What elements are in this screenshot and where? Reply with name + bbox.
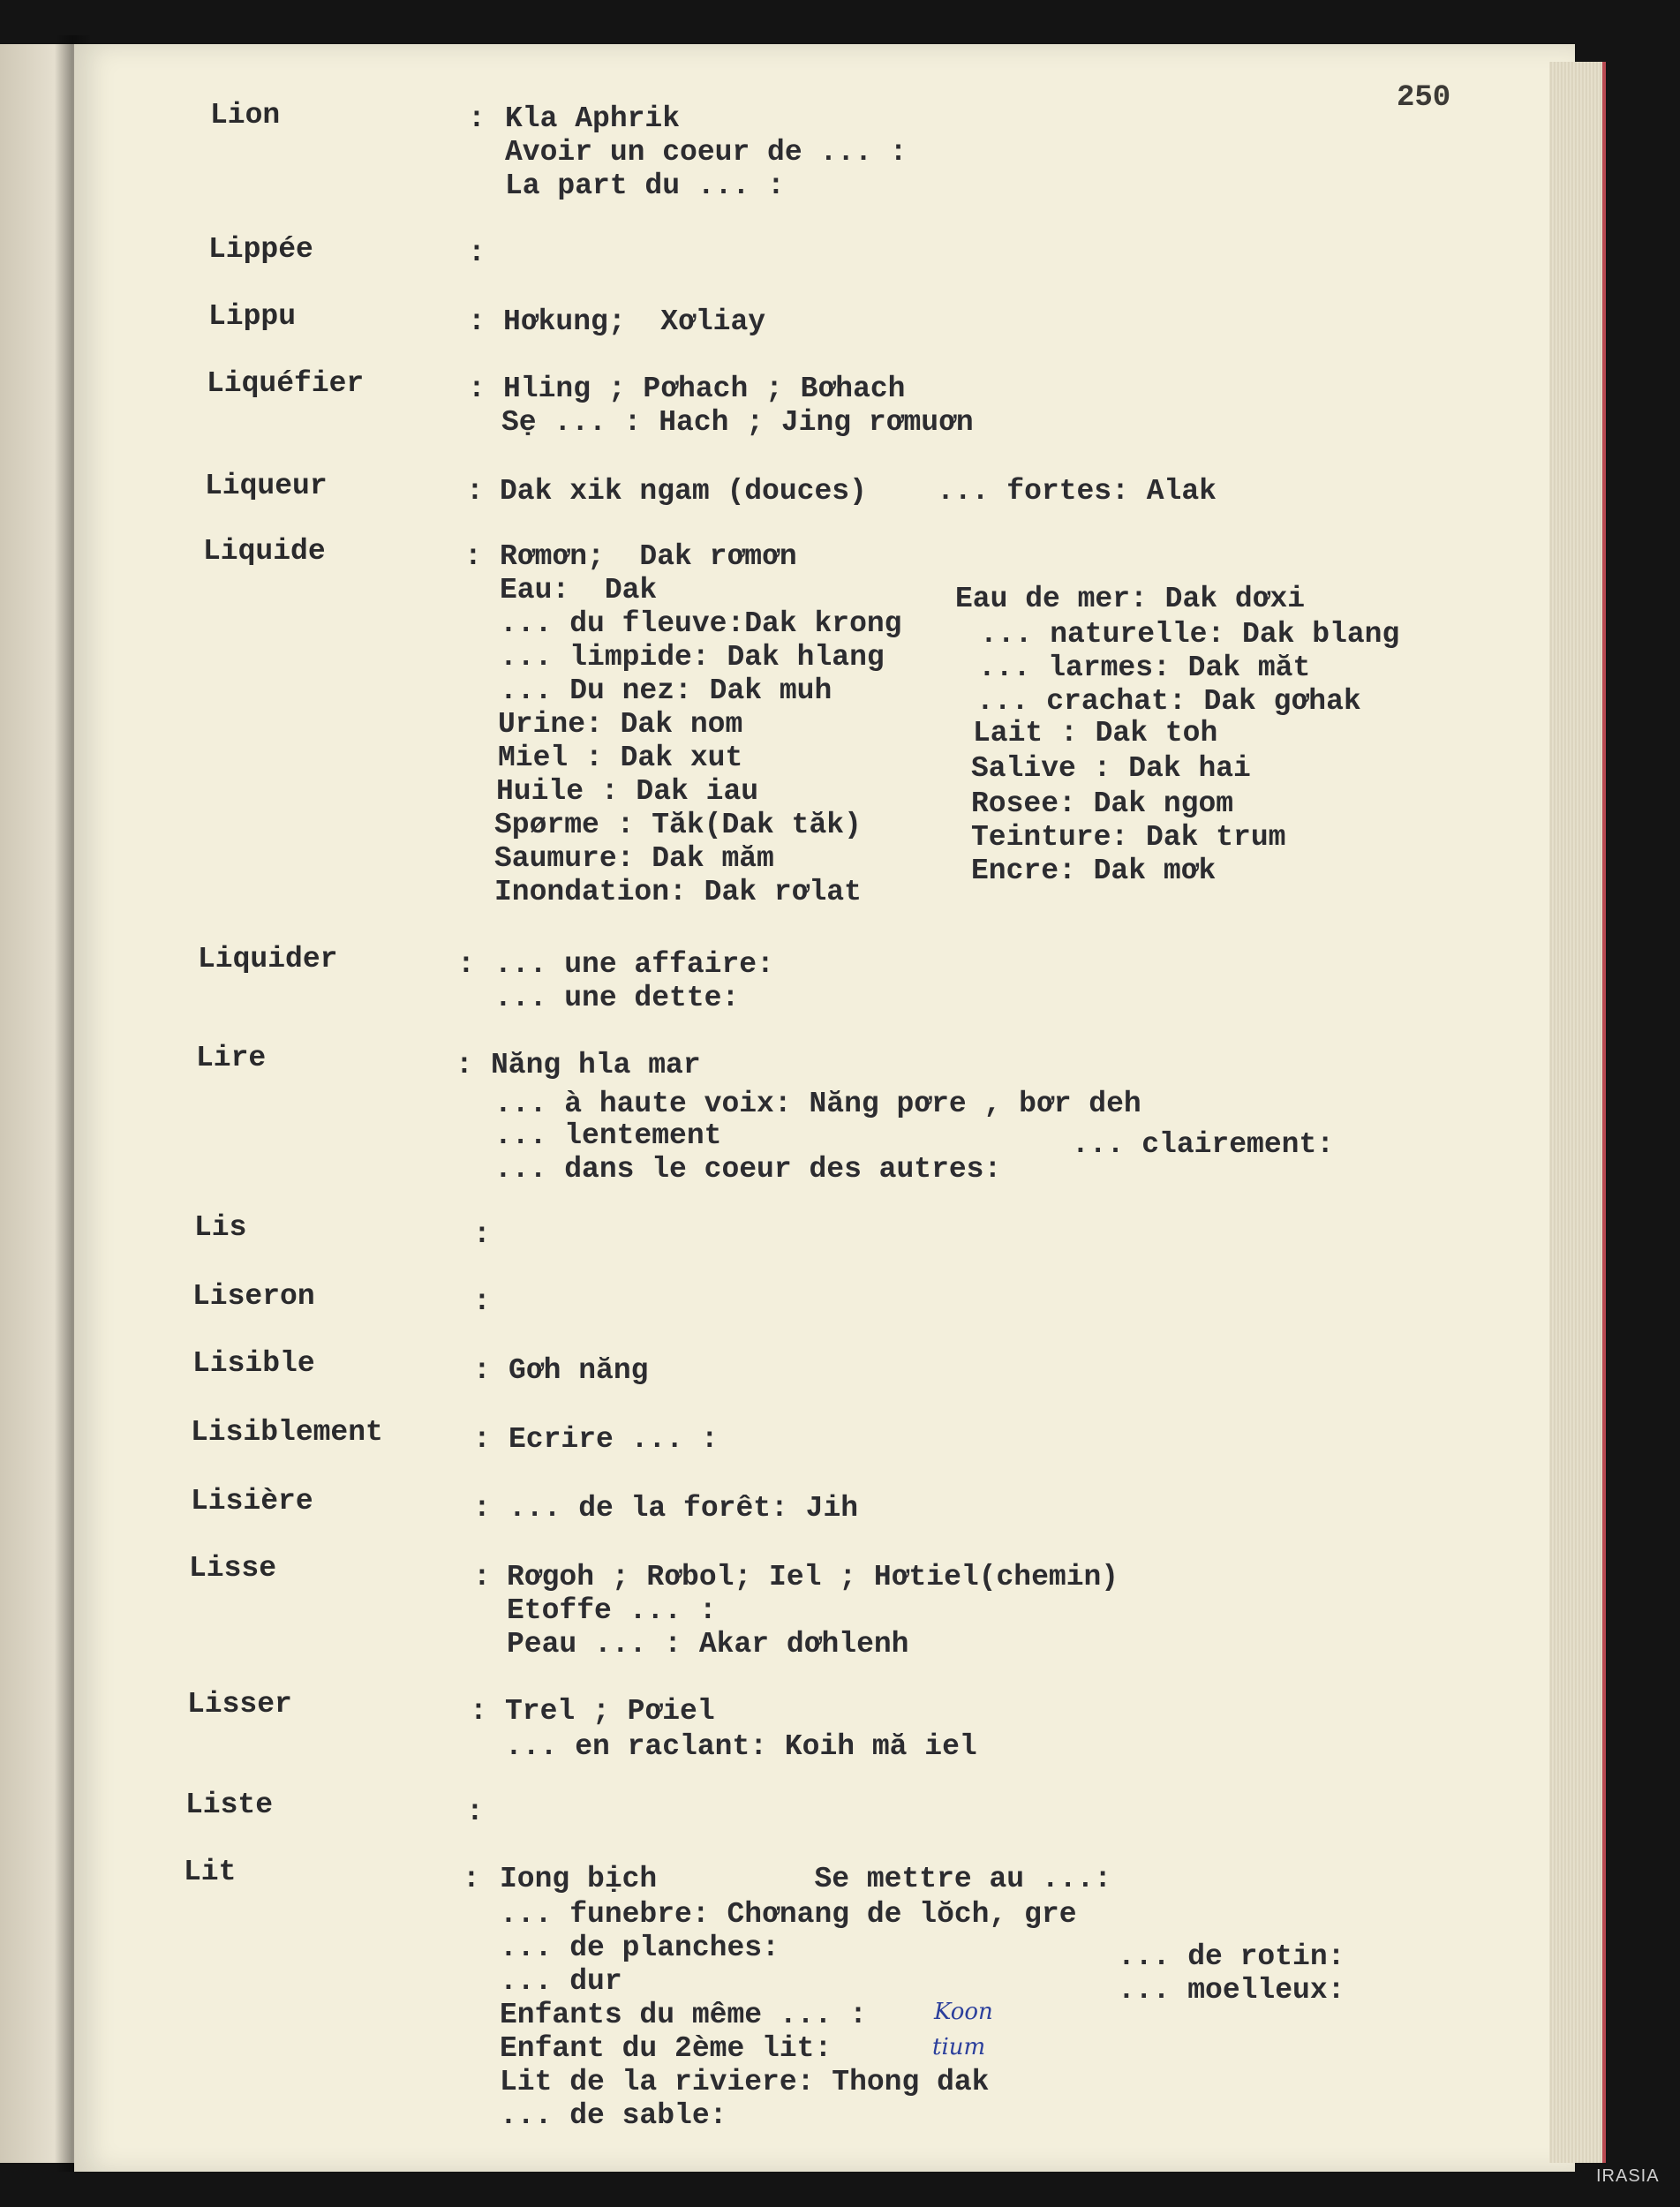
- handwritten-annotation: tium: [932, 2034, 986, 2060]
- liquide-right-line: Rosee: Dak ngom: [971, 787, 1234, 820]
- liquide-left-line: Huile : Dak iau: [496, 775, 759, 808]
- definition-line: Etoffe ... :: [507, 1594, 717, 1627]
- headword-lisser: Lisser: [187, 1688, 292, 1721]
- liquide-left-line: Urine: Dak nom: [498, 708, 743, 741]
- definition-line: Iong bịch Se mettre au ...:: [500, 1863, 1112, 1895]
- colon: :: [468, 102, 486, 135]
- definition-line: ... de la forêt: Jih: [509, 1492, 859, 1525]
- headword-liquefier: Liquéfier: [207, 367, 365, 400]
- liquide-right-line: Salive : Dak hai: [971, 752, 1251, 785]
- headword-liste: Liste: [185, 1789, 274, 1821]
- liquide-right-line: Eau de mer: Dak dơxi: [955, 583, 1306, 615]
- definition-line: ... de planches:: [500, 1932, 780, 1964]
- colon: :: [463, 1863, 480, 1895]
- liquide-left-line: Inondation: Dak rơlat: [494, 876, 862, 908]
- definition-line: ... en raclant: Koih mă iel: [505, 1730, 977, 1763]
- definition-line: ... une dette:: [494, 982, 740, 1014]
- definition-line: ... de rotin:: [1118, 1940, 1345, 1973]
- definition-line: Enfants du même ... :: [500, 1999, 867, 2031]
- colon: :: [473, 1285, 491, 1318]
- definition-line: ... lentement: [494, 1119, 722, 1152]
- headword-liquider: Liquider: [198, 943, 338, 975]
- definition-line: ... funebre: Chơnang de lŏch, gre: [500, 1898, 1077, 1931]
- liquide-left-line: Spørme : Tăk(Dak tăk): [494, 809, 862, 841]
- definition-line: Rơmơn; Dak rơmơn: [500, 540, 797, 573]
- definition-line: Lit de la riviere: Thong dak: [500, 2066, 990, 2098]
- headword-lisse: Lisse: [189, 1552, 277, 1585]
- headword-lisiblement: Lisiblement: [191, 1416, 383, 1449]
- definition-line: ... clairement:: [1072, 1128, 1335, 1161]
- colon: :: [466, 475, 484, 508]
- definition-line: Dak xik ngam (douces) ... fortes: Alak: [500, 475, 1217, 508]
- definition-line: Peau ... : Akar dơhlenh: [507, 1628, 909, 1661]
- definition-line: Avoir un coeur de ... :: [505, 136, 908, 169]
- definition-line: ... à haute voix: Năng pơre , bơr deh: [494, 1088, 1141, 1120]
- headword-lippu: Lippu: [208, 300, 297, 333]
- liquide-left-line: Eau: Dak: [500, 574, 658, 606]
- headword-lion: Lion: [210, 99, 281, 132]
- definition-line: ... une affaire:: [494, 948, 774, 981]
- colon: :: [457, 948, 475, 981]
- headword-lippee: Lippée: [208, 233, 313, 266]
- colon: :: [470, 1695, 487, 1728]
- colon: :: [466, 1796, 484, 1828]
- page-number: 250: [1397, 81, 1451, 115]
- headword-lis: Lis: [194, 1211, 247, 1244]
- colon: :: [473, 1561, 491, 1593]
- liquide-left-line: ... limpide: Dak hlang: [500, 641, 885, 674]
- definition-line: ... de sable:: [500, 2099, 727, 2132]
- definition-line: Hơkung; Xơliay: [503, 305, 766, 338]
- definition-line: Hling ; Pơhach ; Bơhach: [503, 373, 906, 405]
- colon: :: [456, 1049, 473, 1081]
- colon: :: [473, 1423, 491, 1456]
- headword-lire: Lire: [196, 1042, 267, 1074]
- headword-liquide: Liquide: [203, 535, 326, 568]
- liquide-right-line: Encre: Dak mơk: [971, 855, 1217, 887]
- liquide-left-line: ... du fleuve:Dak krong: [500, 607, 902, 640]
- liquide-left-line: Miel : Dak xut: [498, 742, 743, 774]
- handwritten-annotation: Koon: [934, 1999, 993, 2025]
- definition-line: ... moelleux:: [1118, 1974, 1345, 2007]
- colon: :: [468, 373, 486, 405]
- liquide-right-line: ... crachat: Dak gơhak: [976, 685, 1361, 718]
- headword-liseron: Liseron: [192, 1280, 315, 1313]
- definition-line: Rơgoh ; Rơbol; Iel ; Hơtiel(chemin): [507, 1561, 1119, 1593]
- liquide-left-line: ... Du nez: Dak muh: [500, 674, 832, 707]
- definition-line: Ecrire ... :: [509, 1423, 719, 1456]
- liquide-right-line: ... naturelle: Dak blang: [980, 618, 1400, 651]
- definition-line: Kla Aphrik: [505, 102, 681, 135]
- headword-lisiere: Lisière: [191, 1485, 313, 1518]
- colon: :: [468, 237, 486, 269]
- headword-lisible: Lisible: [192, 1347, 315, 1380]
- colon: :: [473, 1354, 491, 1387]
- liquide-left-line: Saumure: Dak măm: [494, 842, 774, 875]
- liquide-right-line: Teinture: Dak trum: [971, 821, 1286, 854]
- colon: :: [473, 1492, 491, 1525]
- colon: :: [464, 540, 482, 573]
- colon: :: [468, 305, 486, 338]
- liquide-right-line: ... larmes: Dak măt: [978, 652, 1311, 684]
- definition-line: Gơh năng: [509, 1354, 649, 1387]
- headword-liqueur: Liqueur: [205, 470, 328, 502]
- watermark: IRASIA: [1596, 2166, 1660, 2186]
- headword-lit: Lit: [184, 1856, 237, 1888]
- definition-line: Sẹ ... : Hach ; Jing rơmuơn: [501, 406, 974, 439]
- definition-line: ... dur: [500, 1965, 622, 1998]
- definition-line: Năng hla mar: [491, 1049, 701, 1081]
- page-stack-edge: [1549, 62, 1606, 2163]
- colon: :: [473, 1218, 491, 1251]
- definition-line: Enfant du 2ème lit:: [500, 2032, 832, 2065]
- liquide-right-line: Lait : Dak toh: [973, 717, 1218, 749]
- definition-line: ... dans le coeur des autres:: [494, 1153, 1002, 1186]
- definition-line: La part du ... :: [505, 169, 785, 202]
- definition-line: Trel ; Pơiel: [505, 1695, 715, 1728]
